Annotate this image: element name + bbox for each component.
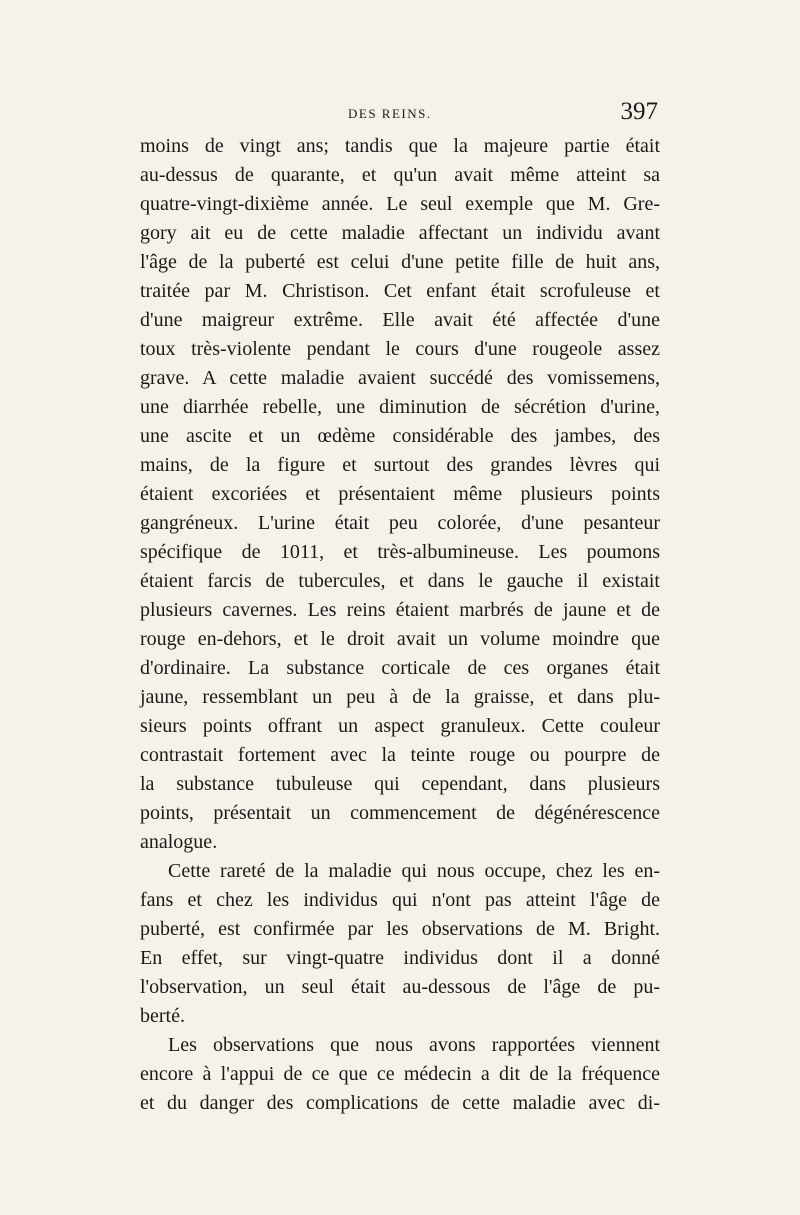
running-title: DES REINS. xyxy=(348,106,432,121)
text-line: spécifique de 1011, et très-albumineuse. Les poumons xyxy=(140,541,660,563)
text-line: jaune, ressemblant un peu à de la graisse, et dans plu- xyxy=(140,686,660,708)
paragraph-start-line: Les observations que nous avons rapportées viennent xyxy=(168,1034,660,1056)
paragraph-start-line: Cette rareté de la maladie qui nous occupe, chez les en- xyxy=(168,860,660,882)
text-line: toux très-violente pendant le cours d'une rougeole assez xyxy=(140,338,660,360)
text-line: une diarrhée rebelle, une diminution de sécrétion d'urine, xyxy=(140,396,660,418)
text-line: rouge en-dehors, et le droit avait un volume moindre que xyxy=(140,628,660,650)
text-line: traitée par M. Christison. Cet enfant était scrofuleuse et xyxy=(140,280,660,302)
text-line: l'observation, un seul était au-dessous de l'âge de pu- xyxy=(140,976,660,998)
text-line: gory ait eu de cette maladie affectant un individu avant xyxy=(140,222,660,244)
body-text xyxy=(140,132,660,1118)
paragraph-end-line: analogue. xyxy=(140,831,218,853)
text-line: fans et chez les individus qui n'ont pas atteint l'âge de xyxy=(140,889,660,911)
text-line: une ascite et un œdème considérable des jambes, des xyxy=(140,425,660,447)
text-line: d'ordinaire. La substance corticale de ces organes était xyxy=(140,657,660,679)
text-line: quatre-vingt-dixième année. Le seul exemple que M. Gre- xyxy=(140,193,660,215)
text-line: moins de vingt ans; tandis que la majeure partie était xyxy=(140,135,660,157)
text-line: points, présentait un commencement de dégénérescence xyxy=(140,802,660,824)
text-line: puberté, est confirmée par les observations de M. Bright. xyxy=(140,918,660,940)
page-number: 397 xyxy=(620,98,658,125)
text-line: grave. A cette maladie avaient succédé des vomissemens, xyxy=(140,367,660,389)
text-line: encore à l'appui de ce que ce médecin a dit de la fréquence xyxy=(140,1063,660,1085)
text-line: étaient farcis de tubercules, et dans le gauche il existait xyxy=(140,570,660,592)
text-line: mains, de la figure et surtout des grandes lèvres qui xyxy=(140,454,660,476)
text-line: En effet, sur vingt-quatre individus dont il a donné xyxy=(140,947,660,969)
text-line: l'âge de la puberté est celui d'une petite fille de huit ans, xyxy=(140,251,660,273)
text-line: et du danger des complications de cette maladie avec di- xyxy=(140,1092,660,1114)
text-line: gangréneux. L'urine était peu colorée, d'une pesanteur xyxy=(140,512,660,534)
text-line: plusieurs cavernes. Les reins étaient marbrés de jaune et de xyxy=(140,599,660,621)
running-head xyxy=(140,88,660,128)
text-line: d'une maigreur extrême. Elle avait été affectée d'une xyxy=(140,309,660,331)
text-line: sieurs points offrant un aspect granuleux. Cette couleur xyxy=(140,715,660,737)
text-line: au-dessus de quarante, et qu'un avait même atteint sa xyxy=(140,164,660,186)
text-line: la substance tubuleuse qui cependant, dans plusieurs xyxy=(140,773,660,795)
paragraph-end-line: berté. xyxy=(140,1005,185,1027)
text-line: étaient excoriées et présentaient même plusieurs points xyxy=(140,483,660,505)
text-line: contrastait fortement avec la teinte rouge ou pourpre de xyxy=(140,744,660,766)
